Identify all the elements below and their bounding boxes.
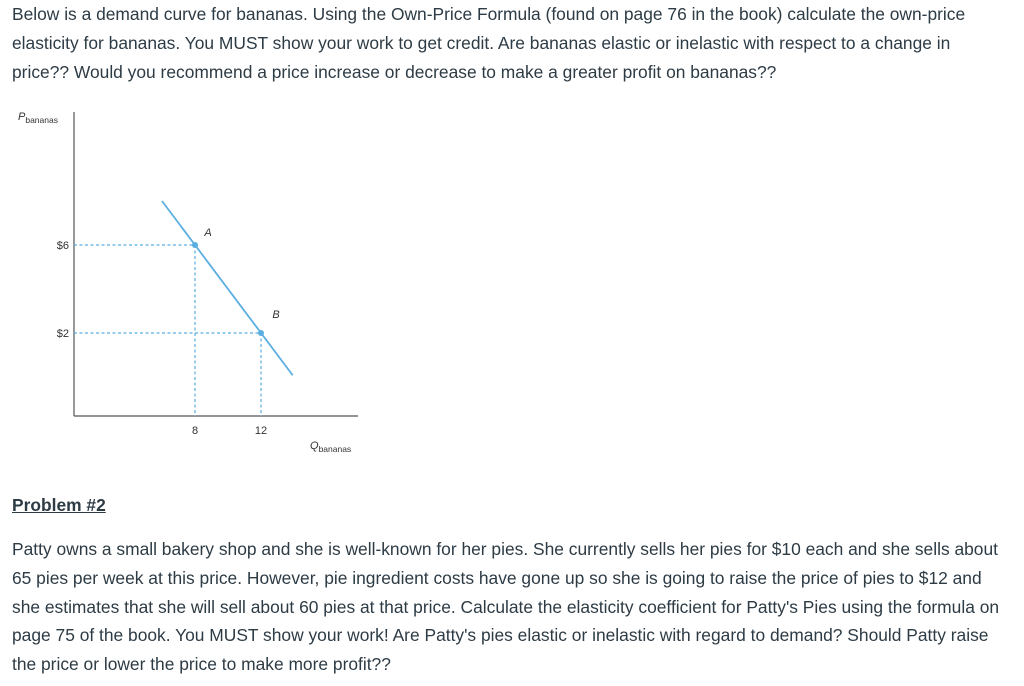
x-axis-label-sub: bananas [318, 444, 352, 454]
y-axis-label [18, 111, 58, 125]
demand-line [162, 201, 293, 375]
point-label-a: A [204, 227, 212, 239]
x-axis-label [310, 440, 351, 454]
y-tick-label: $2 [56, 328, 69, 340]
point-a [192, 242, 198, 248]
point-label-b: B [272, 309, 280, 321]
problem2-text: Patty owns a small bakery shop and she is well-known for her pies. She currently sells her pies for $10 each and she sells about 65 pies per week at this price. However, pie ingredient costs have gone up so she is going to raise the price of pies to $12 and she estimates that she will sell about 60 pies at that price. Calculate the elasticity coefficient for Patty's Pies using the formula on page 75 of the book. You MUST show your work! Are Patty's pies elastic or inelastic with regard to demand? Should Patty raise the price or lower the price to make more profit?? [12, 539, 1000, 675]
y-axis-label-main: P [18, 111, 26, 123]
x-tick-label: 8 [191, 425, 199, 437]
problem1-text: Below is a demand curve for bananas. Using the Own-Price Formula (found on page 76 in the book) calculate the own-price elasticity for bananas. You MUST show your work to get credit. Are bananas elastic or inelastic with respect to a change in price?? Would you recommend a price increase or decrease to make a greater profit on bananas?? [12, 4, 966, 82]
y-axis-label-sub: bananas [25, 115, 58, 125]
guide-lines [74, 245, 261, 416]
point-b [258, 330, 264, 336]
x-tick-label: 12 [254, 425, 268, 437]
x-axis-label-main: Q [310, 440, 319, 452]
y-tick-label: $6 [56, 240, 69, 252]
demand-curve-chart [0, 100, 380, 470]
problem2-heading: Problem #2 [12, 495, 106, 515]
